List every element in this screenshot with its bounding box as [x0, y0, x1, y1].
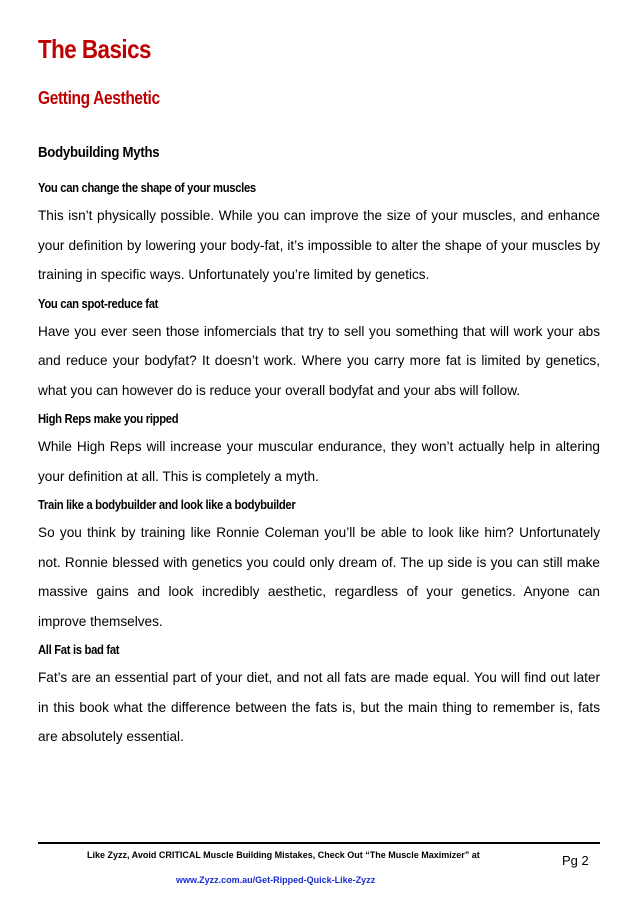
myth-heading: All Fat is bad fat [38, 643, 120, 657]
myth-item [38, 496, 600, 636]
myth-heading: High Reps make you ripped [38, 412, 179, 426]
page-title: The Basics [38, 34, 151, 64]
myths-list [38, 179, 600, 757]
myth-body: So you think by training like Ronnie Coleman you’ll be able to look like him? Unfortunately not. Ronnie blessed with genetics you could only dream of. The up side is you can still make massive gains and look incredibly aesthetic, regardless of your genetics. Anyone can improve themselves. [38, 525, 600, 629]
myth-heading: You can change the shape of your muscles [38, 181, 256, 195]
myth-body: Have you ever seen those infomercials that try to sell you something that will work your abs and reduce your bodyfat? It doesn’t work. Where you carry more fat is limited by genetics, what you can however do is reduce your overall bodyfat and your abs will follow. [38, 323, 600, 398]
myth-body: This isn’t physically possible. While you can improve the size of your muscles, and enhance your definition by lowering your body-fat, it’s impossible to alter the shape of your muscles by training in specific ways. Unfortunately you’re limited by genetics. [38, 208, 600, 282]
section-title: Bodybuilding Myths [38, 144, 160, 161]
myth-heading: Train like a bodybuilder and look like a bodybuilder [38, 498, 296, 512]
footer-link[interactable]: www.Zyzz.com.au/Get-Ripped-Quick-Like-Zyzz [176, 875, 376, 885]
footer-divider [38, 842, 600, 844]
myth-item [38, 641, 600, 752]
myth-body: While High Reps will increase your muscular endurance, they won’t actually help in altering your definition at all. This is completely a myth. [38, 439, 600, 484]
myth-body: Fat’s are an essential part of your diet, and not all fats are made equal. You will find out later in this book what the difference between the fats is, but the main thing to remember is, fats are absolutely essential. [38, 670, 600, 744]
myth-item [38, 295, 600, 406]
footer-note: Like Zyzz, Avoid CRITICAL Muscle Building Mistakes, Check Out “The Muscle Maximizer” at [87, 850, 480, 860]
page-number: Pg 2 [562, 853, 589, 868]
myth-item [38, 410, 600, 491]
myth-item [38, 179, 600, 290]
myth-heading: You can spot-reduce fat [38, 296, 159, 311]
page-subtitle: Getting Aesthetic [38, 88, 160, 108]
